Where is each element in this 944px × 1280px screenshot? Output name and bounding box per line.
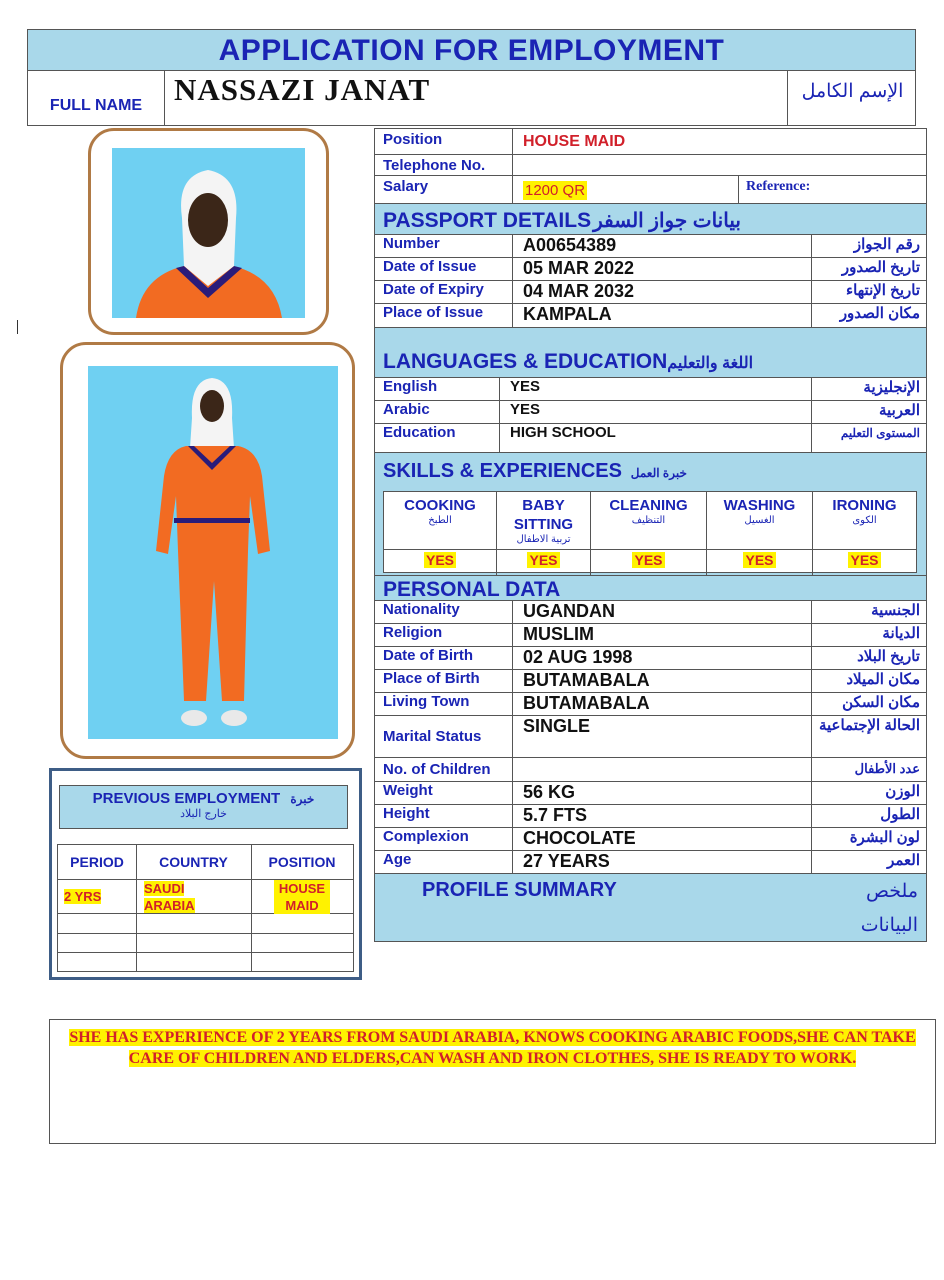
nationality-label: Nationality (383, 601, 460, 618)
nationality-arabic: الجنسية (811, 601, 926, 623)
salary-row (375, 176, 926, 204)
salary-label: Salary (383, 178, 429, 195)
skills-section-header (375, 453, 926, 491)
prev-position-value: HOUSE MAID (274, 880, 330, 914)
position-value: HOUSE MAID (523, 133, 626, 150)
marital-status-arabic: الحالة الإجتماعية (811, 716, 926, 757)
prev-period-value: 2 YRS (64, 889, 102, 904)
languages-section-header (375, 328, 926, 378)
skills-title: SKILLS & EXPERIENCES (383, 460, 622, 482)
skill-ironing: IRONING الكوى YES (812, 492, 916, 575)
marital-status-label: Marital Status (383, 728, 482, 745)
arabic-arabic: العربية (811, 401, 926, 423)
personal-row (375, 624, 926, 647)
personal-row (375, 601, 926, 624)
position-label: Position (383, 131, 443, 148)
table-row (64, 889, 101, 904)
full-name-label: FULL NAME (28, 70, 165, 125)
nationality-value: UGANDAN (512, 601, 811, 623)
age-value: 27 YEARS (512, 851, 811, 873)
table-row (144, 880, 204, 914)
passport-number-value: A00654389 (512, 235, 811, 257)
passport-row (375, 304, 926, 328)
place-of-birth-arabic: مكان الميلاد (811, 670, 926, 692)
place-of-issue-label: Place of Issue (383, 304, 484, 321)
previous-employment-title-arabic-2: خارج البلاد (180, 808, 227, 820)
living-town-label: Living Town (383, 693, 470, 710)
age-label: Age (383, 851, 412, 868)
place-of-birth-value: BUTAMABALA (512, 670, 811, 692)
languages-title-arabic: اللغة والتعليم (667, 355, 754, 372)
previous-employment-title: PREVIOUS EMPLOYMENT (92, 790, 281, 807)
profile-section-header (375, 874, 926, 941)
personal-row (375, 805, 926, 828)
telephone-value (512, 155, 926, 175)
arabic-label: Arabic (383, 401, 430, 418)
passport-row (375, 235, 926, 258)
passport-title-arabic: بيانات جواز السفر (593, 210, 741, 232)
telephone-label: Telephone No. (383, 157, 486, 174)
height-value: 5.7 FTS (512, 805, 811, 827)
place-of-birth-label: Place of Birth (383, 670, 480, 687)
skills-title-arabic: خبرة العمل (630, 466, 687, 480)
religion-label: Religion (383, 624, 443, 641)
date-of-birth-label: Date of Birth (383, 647, 473, 664)
full-name-row (27, 70, 916, 126)
profile-title-arabic-2: البيانات (860, 915, 918, 936)
religion-value: MUSLIM (512, 624, 811, 646)
personal-row (375, 782, 926, 805)
languages-title: LANGUAGES & EDUCATION (383, 350, 668, 373)
telephone-row (375, 155, 926, 176)
religion-arabic: الديانة (811, 624, 926, 646)
date-of-issue-value: 05 MAR 2022 (512, 258, 811, 280)
date-of-expiry-arabic: تاريخ الإنتهاء (811, 281, 926, 303)
date-of-expiry-value: 04 MAR 2032 (512, 281, 811, 303)
portrait-photo (88, 128, 329, 335)
marital-status-value: SINGLE (512, 716, 811, 757)
personal-row (375, 828, 926, 851)
profile-title: PROFILE SUMMARY (422, 879, 617, 901)
date-of-birth-value: 02 AUG 1998 (512, 647, 811, 669)
living-town-value: BUTAMABALA (512, 693, 811, 715)
height-arabic: الطول (811, 805, 926, 827)
skill-cooking: COOKING الطبخ YES (404, 497, 476, 568)
skill-washing: WASHING الغسيل YES (706, 492, 812, 575)
place-of-issue-value: KAMPALA (512, 304, 811, 327)
full-body-photo-image (88, 366, 338, 739)
passport-row (375, 258, 926, 281)
weight-arabic: الوزن (811, 782, 926, 804)
language-row (375, 401, 926, 424)
position-row (375, 129, 926, 155)
children-arabic: عدد الأطفال (811, 758, 926, 781)
personal-row (375, 670, 926, 693)
date-of-expiry-label: Date of Expiry (383, 281, 484, 298)
english-arabic: الإنجليزية (811, 378, 926, 400)
salary-value: 1200 QR (525, 182, 586, 199)
profile-title-arabic-1: ملخص (865, 881, 918, 902)
weight-value: 56 KG (512, 782, 811, 804)
text-cursor (17, 320, 18, 334)
profile-summary-text: SHE HAS EXPERIENCE OF 2 YEARS FROM SAUDI ARABIA, KNOWS COOKING ARABIC FOODS,SHE CAN TAKE CARE OF CHILDREN AND ELDERS,CAN WASH AND IRON CLOTHES, SHE IS READY TO WORK. (69, 1029, 916, 1067)
date-of-issue-label: Date of Issue (383, 258, 477, 275)
weight-label: Weight (383, 782, 433, 799)
previous-employment-table (57, 844, 354, 972)
passport-number-label: Number (383, 235, 440, 252)
education-label: Education (383, 424, 456, 441)
skill-cleaning: CLEANING التنظيف YES (590, 492, 706, 575)
age-arabic: العمر (811, 851, 926, 873)
language-row (375, 424, 926, 453)
arabic-value: YES (499, 401, 811, 423)
personal-title: PERSONAL DATA (383, 578, 561, 601)
reference-label: Reference: (738, 176, 926, 203)
english-value: YES (499, 378, 811, 400)
personal-row (375, 758, 926, 782)
children-value (512, 758, 811, 781)
previous-employment-header (59, 785, 348, 829)
personal-row (375, 851, 926, 874)
previous-employment-title-arabic-1: خبرة (290, 792, 315, 806)
language-row (375, 378, 926, 401)
personal-row (375, 647, 926, 670)
place-of-issue-arabic: مكان الصدور (811, 304, 926, 327)
full-body-photo (60, 342, 355, 759)
details-table (374, 128, 927, 942)
full-name-label-arabic: الإسم الكامل (787, 70, 917, 125)
passport-section-header (375, 204, 926, 235)
passport-number-arabic: رقم الجواز (811, 235, 926, 257)
page-title: APPLICATION FOR EMPLOYMENT (27, 29, 916, 71)
portrait-photo-image (112, 148, 305, 318)
personal-section-header (375, 575, 926, 601)
personal-row (375, 716, 926, 758)
period-header: PERIOD (70, 854, 124, 870)
profile-summary-box (49, 1019, 936, 1144)
passport-title: PASSPORT DETAILS (383, 209, 592, 232)
full-name-value: NASSAZI JANAT (174, 72, 431, 107)
date-of-birth-arabic: تاريخ البلاد (811, 647, 926, 669)
children-label: No. of Children (383, 761, 491, 778)
personal-row (375, 693, 926, 716)
complexion-arabic: لون البشرة (811, 828, 926, 850)
country-header: COUNTRY (159, 854, 228, 870)
height-label: Height (383, 805, 430, 822)
date-of-issue-arabic: تاريخ الصدور (811, 258, 926, 280)
living-town-arabic: مكان السكن (811, 693, 926, 715)
skill-baby-sitting: BABY SITTING تربية الاطفال YES (496, 492, 590, 575)
passport-row (375, 281, 926, 304)
education-value: HIGH SCHOOL (499, 424, 811, 452)
table-row (251, 880, 353, 914)
education-arabic: المستوى التعليم (811, 424, 926, 452)
position-header: POSITION (268, 854, 336, 870)
prev-country-value: SAUDI ARABIA (144, 881, 195, 913)
complexion-label: Complexion (383, 828, 469, 845)
previous-employment-box (49, 768, 362, 980)
english-label: English (383, 378, 438, 395)
complexion-value: CHOCOLATE (512, 828, 811, 850)
skills-table (383, 491, 917, 573)
